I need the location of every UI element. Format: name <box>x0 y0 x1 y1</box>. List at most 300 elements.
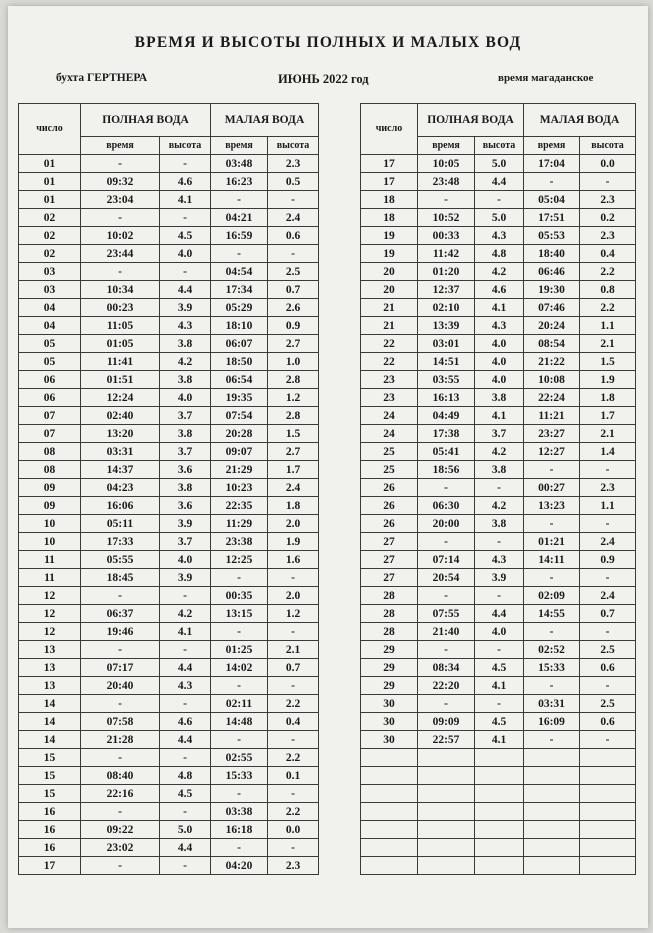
high-height-cell: 4.1 <box>475 407 524 425</box>
high-time-cell: 11:42 <box>418 245 475 263</box>
day-cell: 12 <box>19 605 81 623</box>
low-height-cell: 1.1 <box>580 317 636 335</box>
table-row <box>361 551 636 569</box>
table-row <box>361 479 636 497</box>
high-time-cell: - <box>81 695 160 713</box>
low-time-cell: 04:54 <box>211 263 268 281</box>
table-row <box>19 263 319 281</box>
low-time-cell: 14:55 <box>524 605 580 623</box>
day-cell: 01 <box>19 173 81 191</box>
low-height-cell: 2.2 <box>268 695 319 713</box>
table-row <box>361 299 636 317</box>
low-height-cell <box>580 803 636 821</box>
low-time-cell: - <box>524 677 580 695</box>
day-cell: 21 <box>361 299 418 317</box>
high-time-cell: 05:11 <box>81 515 160 533</box>
table-row <box>19 695 319 713</box>
high-height-cell: 3.8 <box>475 389 524 407</box>
high-time-cell <box>418 857 475 875</box>
table-row <box>19 191 319 209</box>
table-row <box>361 659 636 677</box>
table-row <box>19 155 319 173</box>
low-time-cell: 07:46 <box>524 299 580 317</box>
high-time-cell: 20:54 <box>418 569 475 587</box>
high-height-cell: - <box>160 587 211 605</box>
low-height-cell: 1.4 <box>580 443 636 461</box>
low-time-cell: 02:09 <box>524 587 580 605</box>
high-time-cell: 11:05 <box>81 317 160 335</box>
high-height-cell: 5.0 <box>475 155 524 173</box>
high-height-cell: - <box>475 695 524 713</box>
page-title: ВРЕМЯ И ВЫСОТЫ ПОЛНЫХ И МАЛЫХ ВОД <box>134 34 522 51</box>
low-height-cell: 1.5 <box>268 425 319 443</box>
low-water-header: МАЛАЯ ВОДА <box>211 104 319 137</box>
high-height-cell: 4.2 <box>475 443 524 461</box>
high-time-cell: 02:40 <box>81 407 160 425</box>
table-row <box>19 803 319 821</box>
high-time-cell: 20:00 <box>418 515 475 533</box>
table-row <box>361 407 636 425</box>
low-height-cell <box>580 839 636 857</box>
day-cell <box>361 767 418 785</box>
low-time-cell <box>524 821 580 839</box>
high-time-cell: 16:13 <box>418 389 475 407</box>
low-time-cell: - <box>524 569 580 587</box>
table-row <box>19 443 319 461</box>
low-height-header: высота <box>268 137 319 155</box>
high-time-cell: 00:23 <box>81 299 160 317</box>
table-row <box>19 407 319 425</box>
day-cell: 17 <box>361 155 418 173</box>
low-height-cell: 1.9 <box>268 533 319 551</box>
high-height-cell: 4.1 <box>160 623 211 641</box>
high-height-cell: 4.3 <box>475 551 524 569</box>
high-height-cell <box>475 839 524 857</box>
low-height-cell: 2.0 <box>268 587 319 605</box>
low-height-cell: 2.8 <box>268 407 319 425</box>
day-cell: 26 <box>361 497 418 515</box>
high-time-cell: 06:37 <box>81 605 160 623</box>
table-row <box>19 479 319 497</box>
high-height-cell: 3.8 <box>475 515 524 533</box>
low-time-cell: 15:33 <box>211 767 268 785</box>
low-height-cell: - <box>268 839 319 857</box>
high-time-cell: 10:34 <box>81 281 160 299</box>
day-cell: 11 <box>19 569 81 587</box>
high-height-cell: 4.4 <box>475 173 524 191</box>
high-height-cell: 3.7 <box>160 533 211 551</box>
high-time-cell: - <box>81 263 160 281</box>
low-time-cell: 18:40 <box>524 245 580 263</box>
low-height-cell <box>580 785 636 803</box>
low-time-cell: 10:23 <box>211 479 268 497</box>
low-time-cell: 13:15 <box>211 605 268 623</box>
high-time-cell: 09:09 <box>418 713 475 731</box>
high-height-cell: - <box>160 155 211 173</box>
high-height-cell: 4.5 <box>160 227 211 245</box>
table-row <box>361 515 636 533</box>
day-header: число <box>361 104 418 155</box>
table-row <box>19 821 319 839</box>
high-height-cell: 4.4 <box>160 281 211 299</box>
table-row <box>19 281 319 299</box>
high-height-cell: - <box>160 857 211 875</box>
low-time-cell: - <box>211 785 268 803</box>
table-row <box>361 587 636 605</box>
high-height-cell: 5.0 <box>160 821 211 839</box>
low-water-header: МАЛАЯ ВОДА <box>524 104 636 137</box>
low-height-cell: - <box>580 731 636 749</box>
table-row <box>19 317 319 335</box>
low-height-cell: 0.4 <box>268 713 319 731</box>
day-cell: 09 <box>19 497 81 515</box>
low-height-cell: 2.0 <box>268 515 319 533</box>
day-cell: 30 <box>361 731 418 749</box>
high-height-cell: 3.8 <box>160 479 211 497</box>
high-time-cell: 07:14 <box>418 551 475 569</box>
low-time-cell <box>524 803 580 821</box>
high-height-cell <box>475 857 524 875</box>
low-time-cell: - <box>211 677 268 695</box>
low-height-cell: 0.2 <box>580 209 636 227</box>
tide-table-left <box>18 103 319 875</box>
high-time-cell: 01:20 <box>418 263 475 281</box>
high-time-cell: 17:38 <box>418 425 475 443</box>
high-time-cell: - <box>418 479 475 497</box>
table-row <box>19 767 319 785</box>
high-time-header: время <box>81 137 160 155</box>
high-height-cell: 4.3 <box>160 677 211 695</box>
high-height-cell <box>475 767 524 785</box>
day-cell: 27 <box>361 569 418 587</box>
high-time-cell: 20:40 <box>81 677 160 695</box>
high-time-cell: 10:02 <box>81 227 160 245</box>
table-row <box>361 839 636 857</box>
low-height-cell: 2.3 <box>268 857 319 875</box>
low-height-cell: 2.4 <box>580 587 636 605</box>
high-time-header: время <box>418 137 475 155</box>
low-height-cell: 1.5 <box>580 353 636 371</box>
high-height-cell: 3.9 <box>160 515 211 533</box>
low-time-cell: 20:28 <box>211 425 268 443</box>
high-time-cell: 14:51 <box>418 353 475 371</box>
low-time-cell: - <box>211 569 268 587</box>
high-time-cell: 18:45 <box>81 569 160 587</box>
low-time-cell: - <box>524 515 580 533</box>
timezone-label: время магаданское <box>498 72 594 84</box>
day-cell: 24 <box>361 407 418 425</box>
high-time-cell: 08:34 <box>418 659 475 677</box>
table-row <box>361 461 636 479</box>
low-time-cell: 01:21 <box>524 533 580 551</box>
low-time-cell: 17:51 <box>524 209 580 227</box>
high-height-cell: 3.8 <box>160 371 211 389</box>
low-height-cell: 0.9 <box>580 551 636 569</box>
high-time-cell: 08:40 <box>81 767 160 785</box>
low-height-cell: 2.3 <box>580 191 636 209</box>
low-height-cell: - <box>580 515 636 533</box>
day-cell: 02 <box>19 227 81 245</box>
day-cell: 03 <box>19 263 81 281</box>
day-cell: 20 <box>361 263 418 281</box>
table-row <box>361 749 636 767</box>
high-height-cell: 5.0 <box>475 209 524 227</box>
high-height-cell: 4.0 <box>475 623 524 641</box>
low-height-cell: 2.5 <box>580 695 636 713</box>
low-height-cell: 1.2 <box>268 389 319 407</box>
table-row <box>19 623 319 641</box>
table-row <box>19 425 319 443</box>
table-row <box>361 209 636 227</box>
low-time-cell: 21:22 <box>524 353 580 371</box>
low-height-cell: 2.2 <box>268 803 319 821</box>
low-time-cell: - <box>524 731 580 749</box>
high-height-cell <box>475 785 524 803</box>
table-row <box>19 551 319 569</box>
table-row <box>361 245 636 263</box>
high-height-cell: 4.2 <box>475 497 524 515</box>
table-row <box>361 677 636 695</box>
high-height-cell: - <box>475 191 524 209</box>
high-time-cell: 05:55 <box>81 551 160 569</box>
table-row <box>19 839 319 857</box>
high-time-cell: 09:32 <box>81 173 160 191</box>
low-height-cell: - <box>268 623 319 641</box>
high-height-cell: 3.9 <box>475 569 524 587</box>
day-cell: 23 <box>361 389 418 407</box>
table-row <box>19 299 319 317</box>
low-time-cell <box>524 767 580 785</box>
high-height-cell: 4.0 <box>475 335 524 353</box>
high-height-cell: 4.8 <box>475 245 524 263</box>
high-height-cell: - <box>475 587 524 605</box>
high-height-cell: 4.1 <box>475 677 524 695</box>
low-time-cell: 10:08 <box>524 371 580 389</box>
high-time-cell: - <box>418 695 475 713</box>
low-height-cell: 0.6 <box>580 713 636 731</box>
low-time-cell: 12:25 <box>211 551 268 569</box>
high-height-cell: 4.6 <box>475 281 524 299</box>
high-height-cell: 4.5 <box>475 713 524 731</box>
low-time-cell: - <box>524 173 580 191</box>
low-time-cell: 14:48 <box>211 713 268 731</box>
low-time-cell: 14:11 <box>524 551 580 569</box>
high-height-cell: 4.3 <box>475 317 524 335</box>
day-cell <box>361 803 418 821</box>
high-height-cell: 4.0 <box>160 389 211 407</box>
low-height-cell: - <box>268 191 319 209</box>
low-height-cell: 1.7 <box>268 461 319 479</box>
table-row <box>361 767 636 785</box>
day-cell: 28 <box>361 587 418 605</box>
table-row <box>19 641 319 659</box>
day-cell: 22 <box>361 335 418 353</box>
high-height-cell: 4.3 <box>160 317 211 335</box>
table-row <box>361 263 636 281</box>
high-height-cell <box>475 821 524 839</box>
low-time-cell: 14:02 <box>211 659 268 677</box>
table-row <box>361 353 636 371</box>
table-row <box>19 587 319 605</box>
table-row <box>361 371 636 389</box>
low-time-header: время <box>524 137 580 155</box>
day-cell: 19 <box>361 227 418 245</box>
low-time-cell: 04:20 <box>211 857 268 875</box>
high-height-cell: 4.2 <box>475 263 524 281</box>
table-row <box>19 605 319 623</box>
day-cell: 07 <box>19 425 81 443</box>
high-time-cell: 17:33 <box>81 533 160 551</box>
table-row <box>19 533 319 551</box>
low-height-cell: 2.6 <box>268 299 319 317</box>
low-time-cell: 23:38 <box>211 533 268 551</box>
low-time-cell: - <box>524 461 580 479</box>
day-cell: 14 <box>19 695 81 713</box>
day-cell: 12 <box>19 587 81 605</box>
table-row <box>361 173 636 191</box>
table-row <box>19 209 319 227</box>
low-height-cell: - <box>580 623 636 641</box>
table-row <box>19 731 319 749</box>
low-height-cell: - <box>268 245 319 263</box>
high-height-cell <box>475 803 524 821</box>
day-cell: 28 <box>361 623 418 641</box>
high-time-cell: 07:17 <box>81 659 160 677</box>
day-cell <box>361 749 418 767</box>
low-time-cell: 16:23 <box>211 173 268 191</box>
high-time-cell: - <box>418 533 475 551</box>
low-time-cell: - <box>211 623 268 641</box>
day-cell: 14 <box>19 731 81 749</box>
low-time-cell: 16:59 <box>211 227 268 245</box>
low-height-cell: 2.1 <box>268 641 319 659</box>
low-height-cell: - <box>268 569 319 587</box>
day-cell: 10 <box>19 533 81 551</box>
day-cell: 21 <box>361 317 418 335</box>
high-height-cell: 4.3 <box>475 227 524 245</box>
low-height-cell: 2.4 <box>268 479 319 497</box>
high-time-cell: - <box>418 587 475 605</box>
high-height-cell: 4.0 <box>475 371 524 389</box>
day-cell <box>361 839 418 857</box>
low-height-cell <box>580 821 636 839</box>
low-time-cell: - <box>211 839 268 857</box>
table-row <box>19 245 319 263</box>
table-row <box>361 317 636 335</box>
low-time-cell: 22:35 <box>211 497 268 515</box>
high-time-cell: - <box>81 749 160 767</box>
day-cell: 29 <box>361 641 418 659</box>
table-row <box>19 353 319 371</box>
high-time-cell: 21:40 <box>418 623 475 641</box>
low-time-cell: 11:21 <box>524 407 580 425</box>
low-height-cell: 1.2 <box>268 605 319 623</box>
low-time-cell: 02:55 <box>211 749 268 767</box>
low-height-cell: 1.8 <box>580 389 636 407</box>
low-height-cell: - <box>580 173 636 191</box>
day-cell: 30 <box>361 713 418 731</box>
table-row <box>361 821 636 839</box>
day-cell: 02 <box>19 209 81 227</box>
low-time-cell: 06:07 <box>211 335 268 353</box>
day-cell: 11 <box>19 551 81 569</box>
high-height-cell: 4.6 <box>160 713 211 731</box>
low-height-cell: 0.8 <box>580 281 636 299</box>
low-height-cell: 2.2 <box>580 263 636 281</box>
low-height-cell: - <box>268 677 319 695</box>
low-time-cell <box>524 749 580 767</box>
day-cell: 23 <box>361 371 418 389</box>
low-time-cell: 23:27 <box>524 425 580 443</box>
low-height-cell: 2.2 <box>268 749 319 767</box>
day-cell: 06 <box>19 389 81 407</box>
high-time-cell: 12:24 <box>81 389 160 407</box>
high-time-cell: 03:55 <box>418 371 475 389</box>
low-height-cell: 2.1 <box>580 425 636 443</box>
table-row <box>19 659 319 677</box>
low-time-cell: 00:27 <box>524 479 580 497</box>
high-time-cell: - <box>418 641 475 659</box>
low-height-cell: - <box>580 569 636 587</box>
table-row <box>361 569 636 587</box>
day-cell: 25 <box>361 461 418 479</box>
high-time-cell: - <box>81 155 160 173</box>
low-height-cell: 2.4 <box>268 209 319 227</box>
day-cell: 17 <box>19 857 81 875</box>
low-time-cell <box>524 785 580 803</box>
high-time-cell: 07:55 <box>418 605 475 623</box>
day-cell: 28 <box>361 605 418 623</box>
low-height-cell: 1.8 <box>268 497 319 515</box>
high-time-cell: 10:05 <box>418 155 475 173</box>
day-cell: 08 <box>19 443 81 461</box>
high-height-cell: 4.5 <box>475 659 524 677</box>
high-time-cell: 00:33 <box>418 227 475 245</box>
high-time-cell: - <box>81 857 160 875</box>
low-height-cell: 1.7 <box>580 407 636 425</box>
low-time-cell: 01:25 <box>211 641 268 659</box>
day-cell: 01 <box>19 155 81 173</box>
high-height-cell: 4.4 <box>160 731 211 749</box>
low-height-cell: 1.9 <box>580 371 636 389</box>
high-time-cell: 01:51 <box>81 371 160 389</box>
low-time-cell: 19:35 <box>211 389 268 407</box>
high-time-cell <box>418 785 475 803</box>
high-height-cell: - <box>160 209 211 227</box>
day-cell <box>361 857 418 875</box>
table-row <box>19 497 319 515</box>
low-time-cell: 03:38 <box>211 803 268 821</box>
low-time-cell: 05:53 <box>524 227 580 245</box>
low-time-cell: - <box>211 191 268 209</box>
day-cell: 16 <box>19 803 81 821</box>
low-time-cell: - <box>524 623 580 641</box>
low-height-cell: 2.4 <box>580 533 636 551</box>
low-time-cell: 15:33 <box>524 659 580 677</box>
high-height-cell: 3.9 <box>160 569 211 587</box>
low-time-cell: 18:10 <box>211 317 268 335</box>
high-time-cell: 12:37 <box>418 281 475 299</box>
table-row <box>361 857 636 875</box>
high-time-cell: 11:41 <box>81 353 160 371</box>
low-time-header: время <box>211 137 268 155</box>
table-row <box>361 713 636 731</box>
day-cell: 16 <box>19 839 81 857</box>
day-cell: 02 <box>19 245 81 263</box>
table-row <box>361 335 636 353</box>
low-height-cell: 0.9 <box>268 317 319 335</box>
table-row <box>361 731 636 749</box>
